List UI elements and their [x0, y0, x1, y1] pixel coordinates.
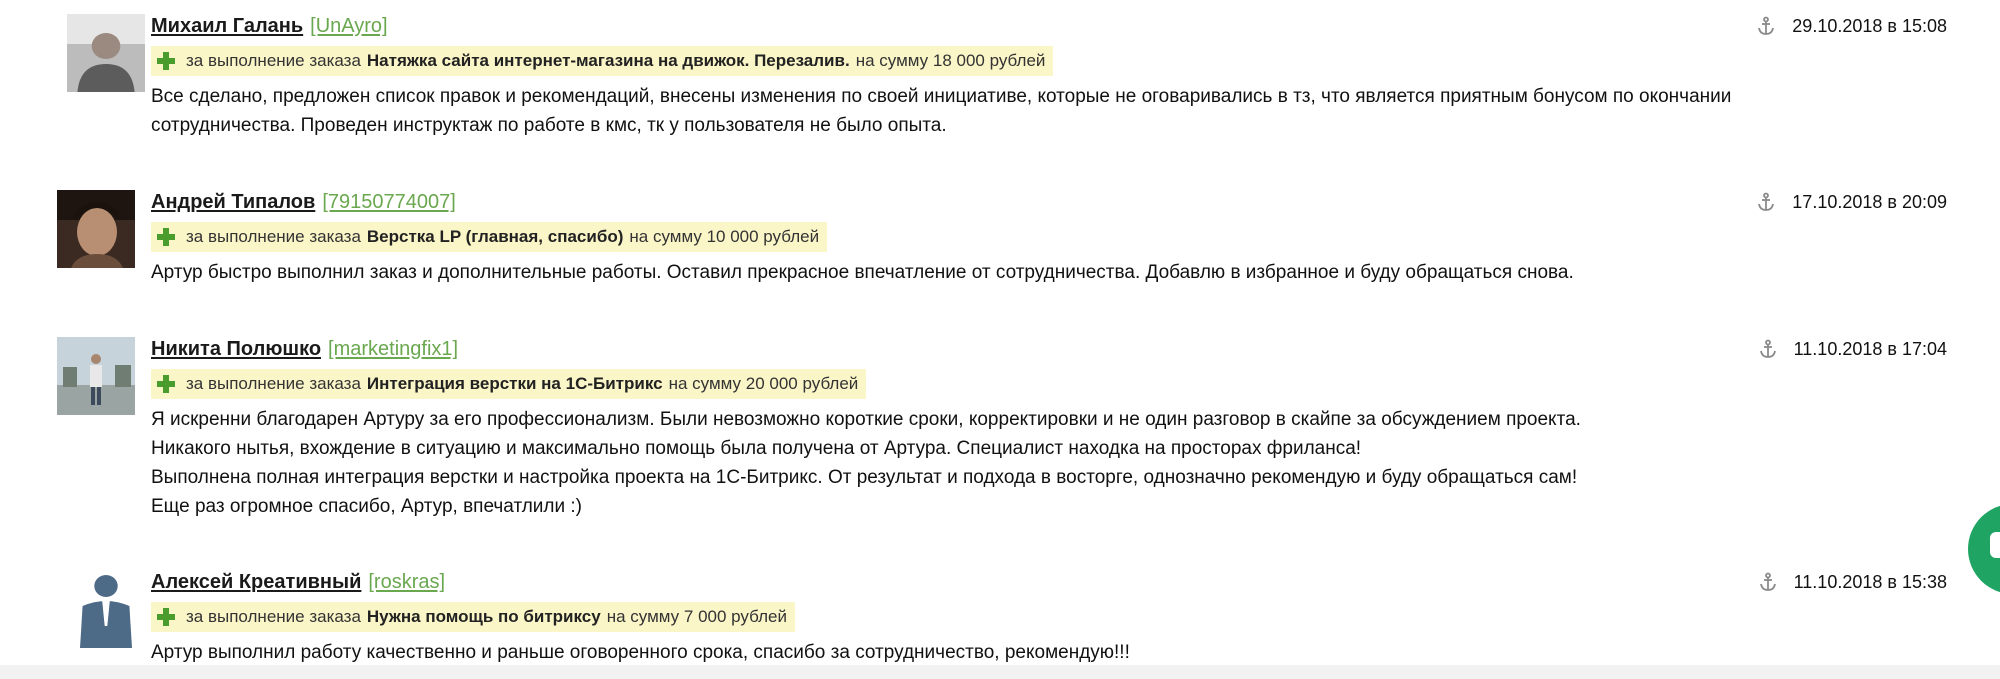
anchor-icon[interactable]: [1756, 192, 1776, 212]
review-date: 29.10.2018 в 15:08: [1792, 15, 1947, 36]
author-login-link[interactable]: [79150774007]: [322, 190, 456, 213]
plus-icon: [157, 228, 175, 246]
author-name-link[interactable]: Алексей Креативный: [151, 570, 362, 593]
author-login-link[interactable]: [marketingfix1]: [328, 337, 459, 360]
author-login-link[interactable]: [roskras]: [368, 570, 446, 593]
order-prefix: за выполнение заказа: [186, 607, 361, 626]
order-title: Интеграция верстки на 1С-Битрикс: [366, 374, 663, 393]
review-date: 17.10.2018 в 20:09: [1792, 191, 1947, 212]
review-text-line: Никакого нытья, вхождение в ситуацию и максимально помощь была получена от Артура. Специалист находка на просторах фриланса!: [151, 438, 1362, 459]
amount-prefix: на сумму: [668, 374, 742, 393]
order-info: [151, 222, 827, 252]
review-text: [151, 82, 1871, 140]
review-header: [151, 11, 388, 41]
avatar[interactable]: [67, 14, 145, 92]
review-meta: [1756, 11, 1947, 41]
review-meta: [1756, 187, 1947, 217]
anchor-icon[interactable]: [1756, 16, 1776, 36]
avatar[interactable]: [67, 570, 145, 648]
review-meta: [1758, 334, 1947, 364]
order-title: Нужна помощь по битриксу: [366, 607, 601, 626]
author-name-link[interactable]: Андрей Типалов: [151, 190, 316, 213]
author-login-link[interactable]: [UnAyro]: [310, 14, 388, 37]
order-title: Верстка LP (главная, спасибо): [366, 227, 624, 246]
review-date: 11.10.2018 в 17:04: [1793, 338, 1947, 359]
order-prefix: за выполнение заказа: [186, 374, 361, 393]
author-name-link[interactable]: Михаил Галань: [151, 14, 304, 37]
review-date: 11.10.2018 в 15:38: [1793, 571, 1947, 592]
amount-prefix: на сумму: [629, 227, 702, 246]
amount-prefix: на сумму: [606, 607, 680, 626]
review-text: [151, 258, 1871, 287]
plus-icon: [157, 375, 175, 393]
avatar[interactable]: [57, 190, 135, 268]
anchor-icon[interactable]: [1758, 339, 1778, 359]
order-amount: 20 000 рублей: [745, 374, 859, 393]
review-text: [151, 405, 1871, 521]
review-text-line: Еще раз огромное спасибо, Артур, впечатлили :): [151, 496, 583, 517]
order-title: Натяжка сайта интернет-магазина на движок. Перезалив.: [366, 51, 850, 70]
review-meta: [1758, 567, 1947, 597]
order-amount: 7 000 рублей: [683, 607, 787, 626]
chat-widget-icon: [1990, 532, 2000, 558]
review-header: [151, 567, 445, 597]
chat-widget-button[interactable]: [1968, 504, 2000, 594]
author-name-link[interactable]: Никита Полюшко: [151, 337, 322, 360]
order-amount: 18 000 рублей: [932, 51, 1046, 70]
order-info: [151, 602, 795, 632]
plus-icon: [157, 608, 175, 626]
order-amount: 10 000 рублей: [706, 227, 820, 246]
review-text: [151, 638, 1871, 667]
review-text-line: Артур быстро выполнил заказ и дополнительные работы. Оставил прекрасное впечатление от сотрудничества. Добавлю в избранное и буду обращаться снова.: [151, 262, 1574, 283]
anchor-icon[interactable]: [1758, 572, 1778, 592]
review-text-line: Все сделано, предложен список правок и рекомендаций, внесены изменения по своей инициативе, которые не оговаривались в тз, что является приятным бонусом по окончании сотрудничества. Проведен инструктаж по работе в кмс, тк у пользователя не было опыта.: [151, 86, 1732, 136]
amount-prefix: на сумму: [855, 51, 929, 70]
review-header: [151, 334, 458, 364]
review-text-line: Я искренни благодарен Артуру за его профессионализм. Были невозможно короткие сроки, корректировки и не один разговор в скайпе за обсуждением проекта.: [151, 409, 1581, 430]
avatar[interactable]: [57, 337, 135, 415]
order-info: [151, 369, 866, 399]
review-text-line: Артур выполнил работу качественно и раньше оговоренного срока, спасибо за сотрудничество, рекомендую!!!: [151, 642, 1130, 663]
order-prefix: за выполнение заказа: [186, 227, 361, 246]
order-prefix: за выполнение заказа: [186, 51, 361, 70]
order-info: [151, 46, 1053, 76]
review-text-line: Выполнена полная интеграция верстки и настройка проекта на 1С-Битрикс. От результат и подхода в восторге, однозначно рекомендую и буду обращаться сам!: [151, 467, 1578, 488]
page-bottom-edge: [0, 665, 2000, 679]
review-header: [151, 187, 456, 217]
plus-icon: [157, 52, 175, 70]
